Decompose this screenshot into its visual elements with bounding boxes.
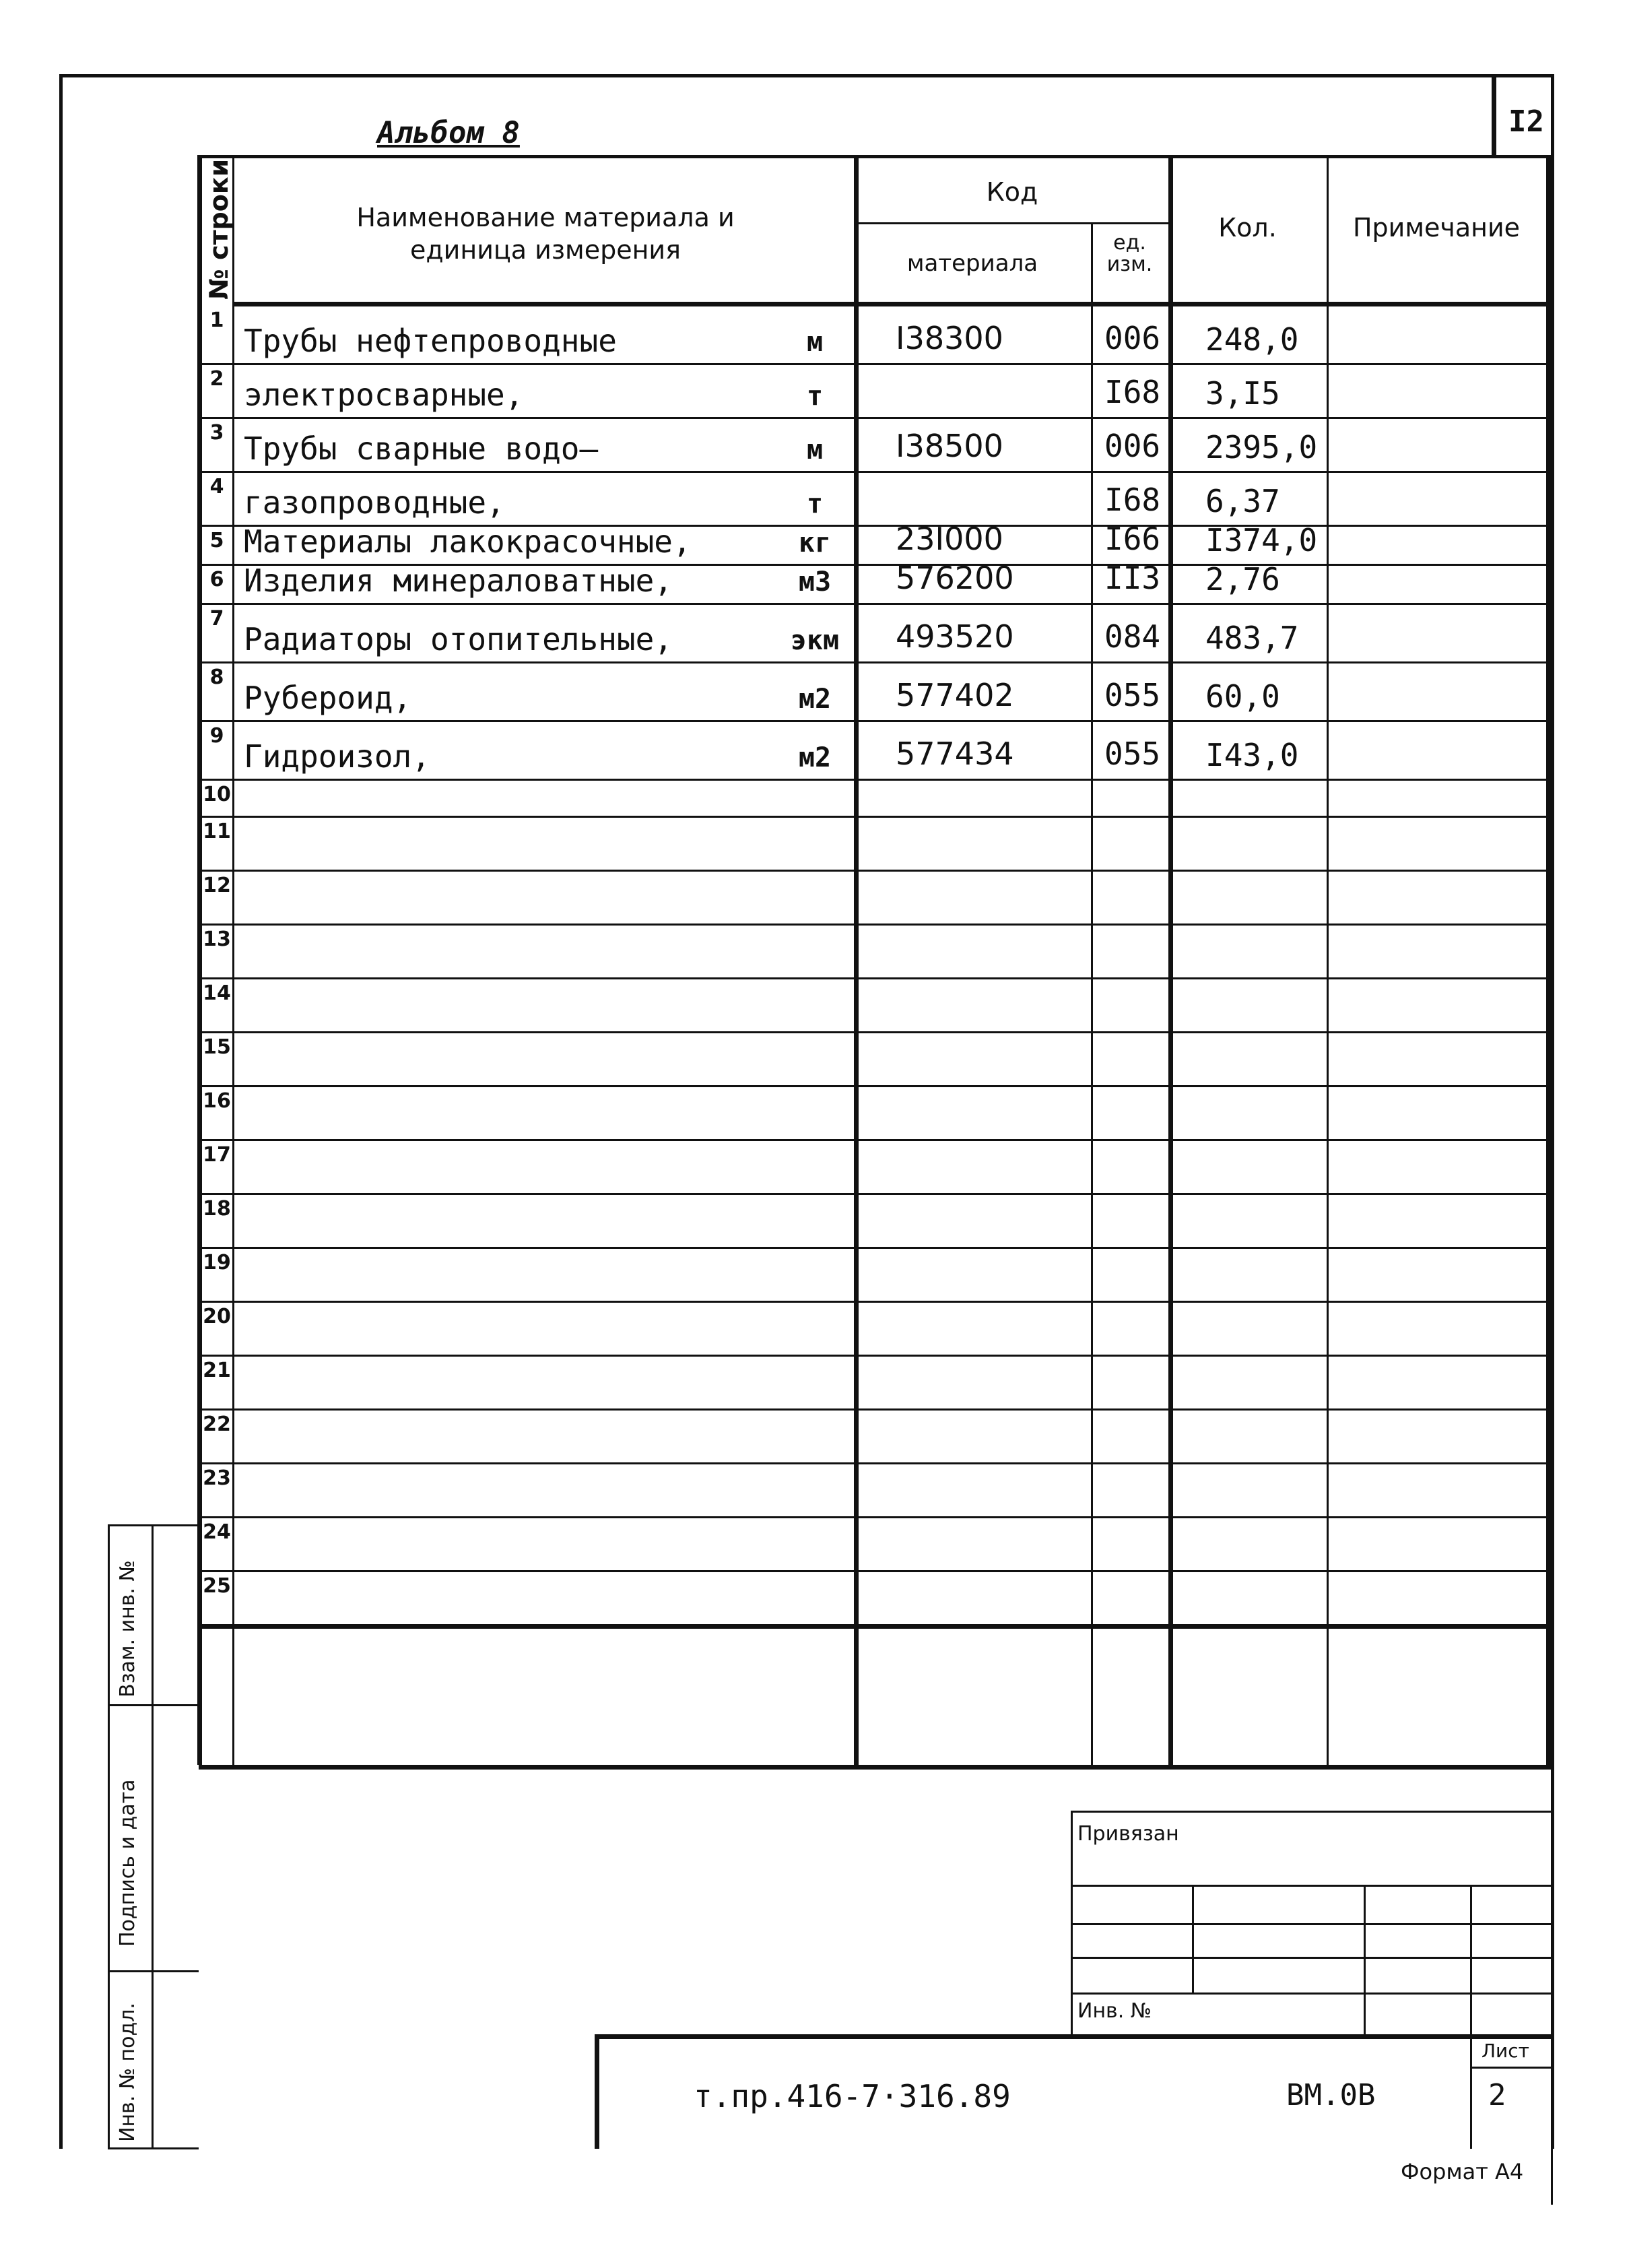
material-code: 577434: [896, 736, 1014, 772]
unit-label: м2: [798, 684, 832, 715]
row-divider: [200, 363, 1549, 365]
row-divider: [200, 816, 1549, 818]
header-note: Примечание: [1352, 213, 1521, 242]
stamp-line-1: [1071, 1885, 1552, 1887]
stamp-col-2: [1364, 1885, 1366, 2034]
material-name: Изделия минераловатные,: [244, 562, 673, 599]
header-material-name: Наименование материала и единица измерения: [356, 203, 735, 265]
side-label-vzam: Взам. инв. №: [116, 1560, 139, 1697]
side-label-podpis: Подпись и дата: [116, 1779, 139, 1947]
row-number: 22: [203, 1413, 231, 1436]
quantity: 248,0: [1205, 321, 1299, 358]
side-strip-bottom: [108, 2147, 199, 2149]
material-name: Рубероид,: [244, 680, 412, 716]
col-divider-qty: [1327, 155, 1329, 1765]
row-number: 19: [203, 1251, 231, 1274]
side-strip-div2: [108, 1970, 199, 1972]
row-number: 18: [203, 1197, 231, 1221]
row-number: 25: [203, 1574, 231, 1598]
row-divider: [200, 1301, 1549, 1303]
material-name: Гидроизол,: [244, 738, 430, 775]
row-number: 17: [203, 1143, 231, 1167]
col-divider-material: [1091, 222, 1093, 1765]
stamp-line-4: [1071, 1992, 1552, 1995]
row-divider: [200, 1462, 1549, 1464]
row-number: 13: [203, 928, 231, 951]
stamp-inv-no: Инв. №: [1077, 1999, 1152, 2023]
stamp-col-3: [1470, 1885, 1472, 2149]
side-strip-inner: [152, 1524, 154, 2149]
row-number: 16: [203, 1089, 231, 1113]
row-number: 14: [203, 981, 231, 1005]
material-code: I38500: [896, 428, 1003, 464]
unit-code: II3: [1104, 560, 1161, 596]
row-divider: [200, 661, 1549, 663]
side-strip-div1: [108, 1704, 199, 1706]
row-number: 3: [209, 421, 224, 445]
unit-code: I68: [1104, 374, 1161, 410]
material-code: 23I000: [896, 521, 1003, 557]
row-number: 7: [209, 607, 224, 630]
header-code: Код: [986, 177, 1038, 207]
header-quantity: Кол.: [1218, 213, 1277, 242]
row-divider: [200, 603, 1549, 605]
side-strip-top: [108, 1524, 199, 1526]
stamp-document-mark: ВМ.0В: [1286, 2078, 1376, 2112]
row-divider: [200, 1193, 1549, 1195]
material-name: электросварные,: [244, 377, 524, 413]
unit-code: I66: [1104, 521, 1161, 557]
album-label: Альбом 8: [377, 116, 520, 150]
row-number: 9: [209, 724, 224, 748]
row-number: 11: [203, 820, 231, 843]
stamp-sheet-label: Лист: [1482, 2040, 1529, 2062]
row-number: 24: [203, 1520, 231, 1544]
material-name: Трубы нефтепроводные: [244, 323, 617, 359]
unit-code: 055: [1104, 677, 1161, 713]
unit-label: т: [806, 488, 824, 519]
table-top-line: [197, 155, 1554, 158]
row-number: 1: [209, 309, 224, 332]
quantity: 483,7: [1205, 620, 1299, 656]
row-number: 15: [203, 1035, 231, 1059]
quantity: 2395,0: [1205, 429, 1318, 465]
unit-code: 006: [1104, 428, 1161, 464]
row-number: 8: [209, 666, 224, 689]
row-number: 4: [209, 475, 224, 498]
row-number: 12: [203, 874, 231, 897]
quantity: 3,I5: [1205, 375, 1280, 412]
unit-label: м2: [798, 742, 832, 773]
format-label: Формат А4: [1401, 2159, 1524, 2184]
material-code: 493520: [896, 618, 1014, 655]
col-divider-name: [854, 155, 859, 1765]
row-number: 21: [203, 1359, 231, 1382]
row-number: 20: [203, 1305, 231, 1328]
row-number: 10: [203, 783, 231, 806]
stamp-privyazan-top: [1071, 1811, 1552, 1813]
quantity: 2,76: [1205, 561, 1280, 597]
row-divider: [200, 977, 1549, 979]
quantity: 60,0: [1205, 678, 1280, 715]
row-divider: [200, 1085, 1549, 1087]
unit-code: I68: [1104, 482, 1161, 518]
row-divider: [200, 1355, 1549, 1357]
stamp-document-code: т.пр.416-7·316.89: [694, 2078, 1011, 2114]
col-divider-rownum: [232, 155, 234, 1765]
stamp-main-top: [595, 2034, 1552, 2039]
stamp-privyazan-left: [1071, 1811, 1073, 2034]
material-name: Трубы сварные водо–: [244, 430, 599, 467]
quantity: I43,0: [1205, 737, 1299, 773]
row-divider: [200, 1624, 1549, 1629]
row-divider: [200, 1408, 1549, 1411]
unit-label: кг: [798, 527, 832, 558]
unit-label: м: [806, 434, 824, 465]
unit-code: 084: [1104, 618, 1161, 655]
unit-code: 006: [1104, 320, 1161, 356]
row-divider: [200, 1516, 1549, 1518]
stamp-sheet-divider: [1470, 2067, 1552, 2069]
header-material-code: материала: [906, 250, 1038, 277]
row-divider: [200, 1570, 1549, 1572]
material-code: 576200: [896, 560, 1014, 596]
row-divider: [200, 779, 1549, 781]
page-number: I2: [1508, 104, 1544, 139]
row-divider: [200, 417, 1549, 419]
table-left-line: [197, 155, 202, 1765]
row-divider: [200, 924, 1549, 926]
header-bottom-line: [232, 302, 1549, 306]
row-number: 2: [209, 367, 224, 391]
header-row-number: № строки: [204, 158, 234, 300]
stamp-col-1: [1192, 1885, 1194, 1992]
unit-code: 055: [1104, 736, 1161, 772]
material-name: газопроводные,: [244, 484, 505, 521]
stamp-top-left-line: [199, 1765, 1552, 1770]
row-number: 6: [209, 568, 224, 591]
unit-label: м: [806, 327, 824, 358]
row-number: 5: [209, 529, 224, 552]
row-divider: [200, 720, 1549, 722]
header-unit-code: ед. изм.: [1106, 231, 1153, 276]
row-divider: [200, 1247, 1549, 1249]
stamp-privyazan-label: Привязан: [1077, 1822, 1179, 1846]
unit-label: м3: [798, 566, 832, 597]
row-divider: [200, 1031, 1549, 1033]
unit-label: экм: [790, 625, 840, 656]
row-divider: [200, 1139, 1549, 1141]
code-subheader-line: [854, 222, 1170, 224]
col-divider-unit: [1168, 155, 1173, 1765]
table-right-line: [1546, 155, 1551, 1765]
quantity: 6,37: [1205, 483, 1280, 519]
quantity: I374,0: [1205, 522, 1318, 558]
row-number: 23: [203, 1466, 231, 1490]
material-name: Радиаторы отопительные,: [244, 621, 673, 657]
stamp-sheet-number: 2: [1488, 2078, 1506, 2112]
material-code: I38300: [896, 320, 1003, 356]
row-divider: [200, 471, 1549, 473]
unit-label: т: [806, 381, 824, 412]
stamp-main-left: [595, 2034, 599, 2149]
stamp-line-3: [1071, 1957, 1552, 1959]
side-label-inv-podl: Инв. № подл.: [116, 2003, 139, 2142]
page-number-divider: [1492, 74, 1496, 156]
frame-right-tail: [1551, 2147, 1553, 2205]
material-code: 577402: [896, 677, 1014, 713]
side-strip-left: [108, 1524, 110, 2149]
material-name: Материалы лакокрасочные,: [244, 523, 692, 560]
stamp-line-2: [1071, 1923, 1552, 1925]
row-divider: [200, 870, 1549, 872]
